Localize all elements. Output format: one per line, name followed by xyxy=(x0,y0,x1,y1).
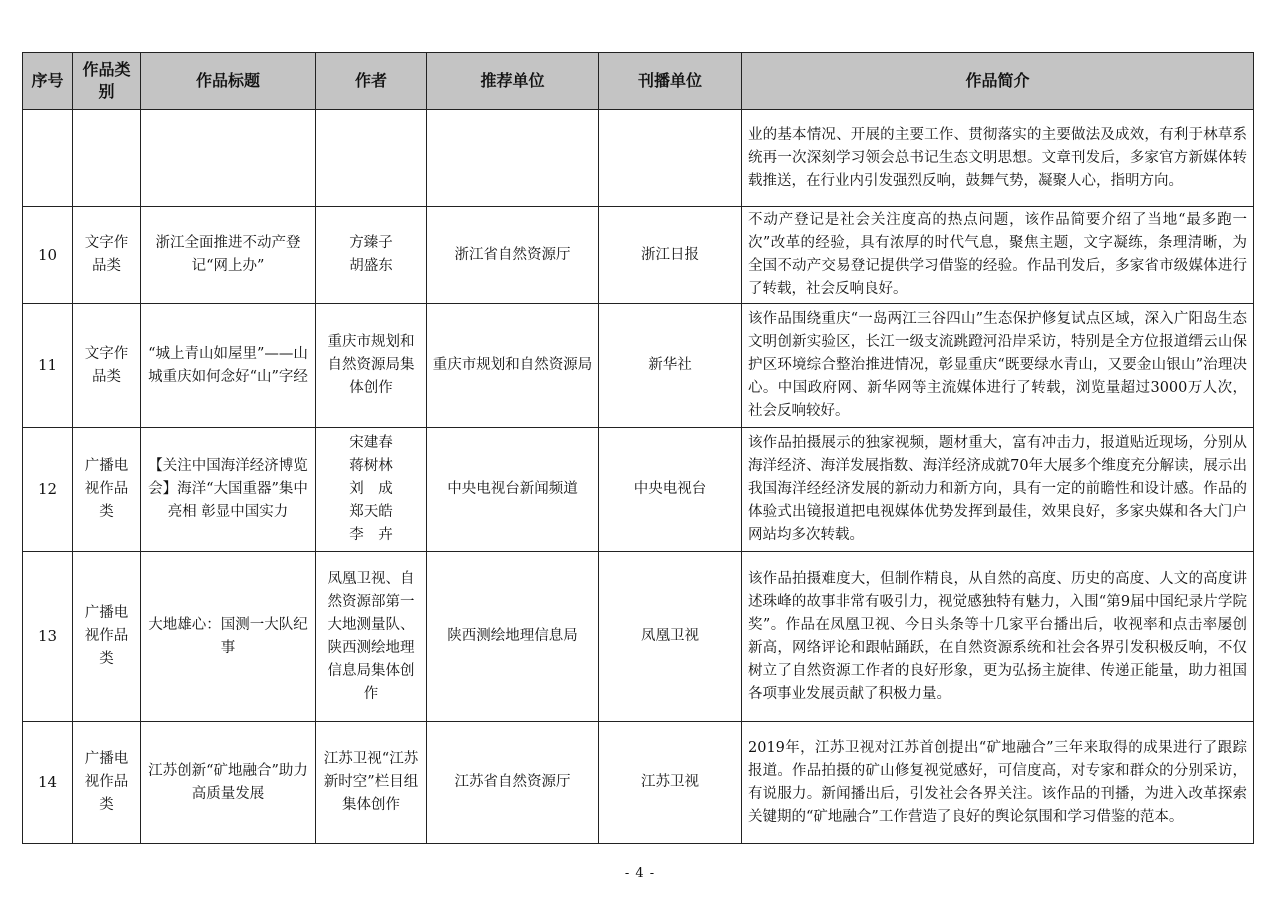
header-row xyxy=(23,53,1254,110)
header-recommender: 推荐单位 xyxy=(427,53,599,110)
cell-category: 广播电视作品类 xyxy=(73,722,141,844)
cell-publisher: 浙江日报 xyxy=(599,207,742,304)
author-name: 刘 成 xyxy=(349,481,393,497)
table-row xyxy=(23,552,1254,722)
cell-no: 11 xyxy=(23,304,73,428)
cell-publisher: 新华社 xyxy=(599,304,742,428)
cell-recommender: 江苏省自然资源厅 xyxy=(427,722,599,844)
cell-author xyxy=(316,722,427,844)
cell-no: 12 xyxy=(23,428,73,552)
cell-empty xyxy=(23,110,73,207)
header-publisher: 刊播单位 xyxy=(599,53,742,110)
cell-category: 文字作品类 xyxy=(73,304,141,428)
cell-empty xyxy=(316,110,427,207)
author-name: 重庆市规划和自然资源局集体创作 xyxy=(327,334,415,396)
table-row xyxy=(23,428,1254,552)
cell-summary: 该作品围绕重庆“一岛两江三谷四山”生态保护修复试点区域，深入广阳岛生态文明创新实验区，长江一级支流跳蹬河沿岸采访，特别是全方位报道缙云山保护区环境综合整治推进情况，彰显重庆“既要绿水青山，又要金山银山”治理决心。中国政府网、新华网等主流媒体进行了转载，浏览量超过3000万人次，社会反响较好。 xyxy=(742,304,1254,428)
header-author: 作者 xyxy=(316,53,427,110)
cell-category: 广播电视作品类 xyxy=(73,552,141,722)
cell-author xyxy=(316,207,427,304)
cell-title: 浙江全面推进不动产登记“网上办” xyxy=(141,207,316,304)
cell-summary: 该作品拍摄展示的独家视频，题材重大，富有冲击力，报道贴近现场，分别从海洋经济、海洋发展指数、海洋经济成就70年大展多个维度充分解读，展示出我国海洋经经济发展的新动力和新方向，具有一定的前瞻性和设计感。作品的体验式出镜报道把电视媒体优势发挥到最佳，效果良好，多家央媒和各大门户网站均多次转载。 xyxy=(742,428,1254,552)
cell-no: 14 xyxy=(23,722,73,844)
header-summary: 作品简介 xyxy=(742,53,1254,110)
header-category: 作品类别 xyxy=(73,53,141,110)
cell-recommender: 陕西测绘地理信息局 xyxy=(427,552,599,722)
author-name: 江苏卫视“江苏新时空”栏目组集体创作 xyxy=(323,751,419,813)
author-name: 方臻子 xyxy=(349,235,393,251)
author-name: 李 卉 xyxy=(349,527,393,543)
cell-publisher: 凤凰卫视 xyxy=(599,552,742,722)
author-name: 胡盛东 xyxy=(349,258,393,274)
cell-publisher: 江苏卫视 xyxy=(599,722,742,844)
works-table xyxy=(22,52,1254,844)
cell-summary: 该作品拍摄难度大，但制作精良，从自然的高度、历史的高度、人文的高度讲述珠峰的故事非常有吸引力，视觉感独特有魅力，入围“第9届中国纪录片学院奖”。作品在凤凰卫视、今日头条等十几家平台播出后，收视率和点击率屡创新高，网络评论和跟帖踊跃，在自然资源系统和社会各界引发积极反响，不仅树立了自然资源工作者的良好形象，更为弘扬主旋律、传递正能量，助力祖国各项事业发展贡献了积极力量。 xyxy=(742,552,1254,722)
cell-recommender: 重庆市规划和自然资源局 xyxy=(427,304,599,428)
cell-title: 【关注中国海洋经济博览会】海洋“大国重器”集中亮相 彰显中国实力 xyxy=(141,428,316,552)
table-row xyxy=(23,722,1254,844)
cell-publisher: 中央电视台 xyxy=(599,428,742,552)
author-name: 郑天皓 xyxy=(349,504,393,520)
cell-author xyxy=(316,428,427,552)
page-number: - 4 - xyxy=(624,866,656,881)
cell-empty xyxy=(599,110,742,207)
cell-empty xyxy=(427,110,599,207)
cell-title: 大地雄心：国测一大队纪事 xyxy=(141,552,316,722)
author-name: 宋建春 xyxy=(349,435,393,451)
cell-title: 江苏创新“矿地融合”助力高质量发展 xyxy=(141,722,316,844)
cell-author xyxy=(316,304,427,428)
cell-summary: 不动产登记是社会关注度高的热点问题，该作品简要介绍了当地“最多跑一次”改革的经验，具有浓厚的时代气息，聚焦主题，文字凝练，条理清晰，为全国不动产交易登记提供学习借鉴的经验。作品刊发后，多家省市级媒体进行了转载，社会反响良好。 xyxy=(742,207,1254,304)
cell-no: 10 xyxy=(23,207,73,304)
cell-category: 广播电视作品类 xyxy=(73,428,141,552)
cell-empty xyxy=(141,110,316,207)
cell-summary: 业的基本情况、开展的主要工作、贯彻落实的主要做法及成效，有利于林草系统再一次深刻学习领会总书记生态文明思想。文章刊发后，多家官方新媒体转载推送，在行业内引发强烈反响，鼓舞气势，凝聚人心，指明方向。 xyxy=(742,110,1254,207)
cell-title: “城上青山如屋里”——山城重庆如何念好“山”字经 xyxy=(141,304,316,428)
author-name: 蒋树林 xyxy=(349,458,393,474)
header-no: 序号 xyxy=(23,53,73,110)
table-row-continuation xyxy=(23,110,1254,207)
header-title: 作品标题 xyxy=(141,53,316,110)
cell-category: 文字作品类 xyxy=(73,207,141,304)
cell-empty xyxy=(73,110,141,207)
author-name: 凤凰卫视、自然资源部第一大地测量队、陕西测绘地理信息局集体创作 xyxy=(327,570,415,702)
table-row xyxy=(23,207,1254,304)
cell-recommender: 中央电视台新闻频道 xyxy=(427,428,599,552)
table-row xyxy=(23,304,1254,428)
cell-summary: 2019年，江苏卫视对江苏首创提出“矿地融合”三年来取得的成果进行了跟踪报道。作品拍摄的矿山修复视觉感好，可信度高，对专家和群众的分别采访，有说服力。新闻播出后，引发社会各界关注。该作品的刊播，为进入改革探索关键期的“矿地融合”工作营造了良好的舆论氛围和学习借鉴的范本。 xyxy=(742,722,1254,844)
cell-author xyxy=(316,552,427,722)
cell-recommender: 浙江省自然资源厅 xyxy=(427,207,599,304)
cell-no: 13 xyxy=(23,552,73,722)
